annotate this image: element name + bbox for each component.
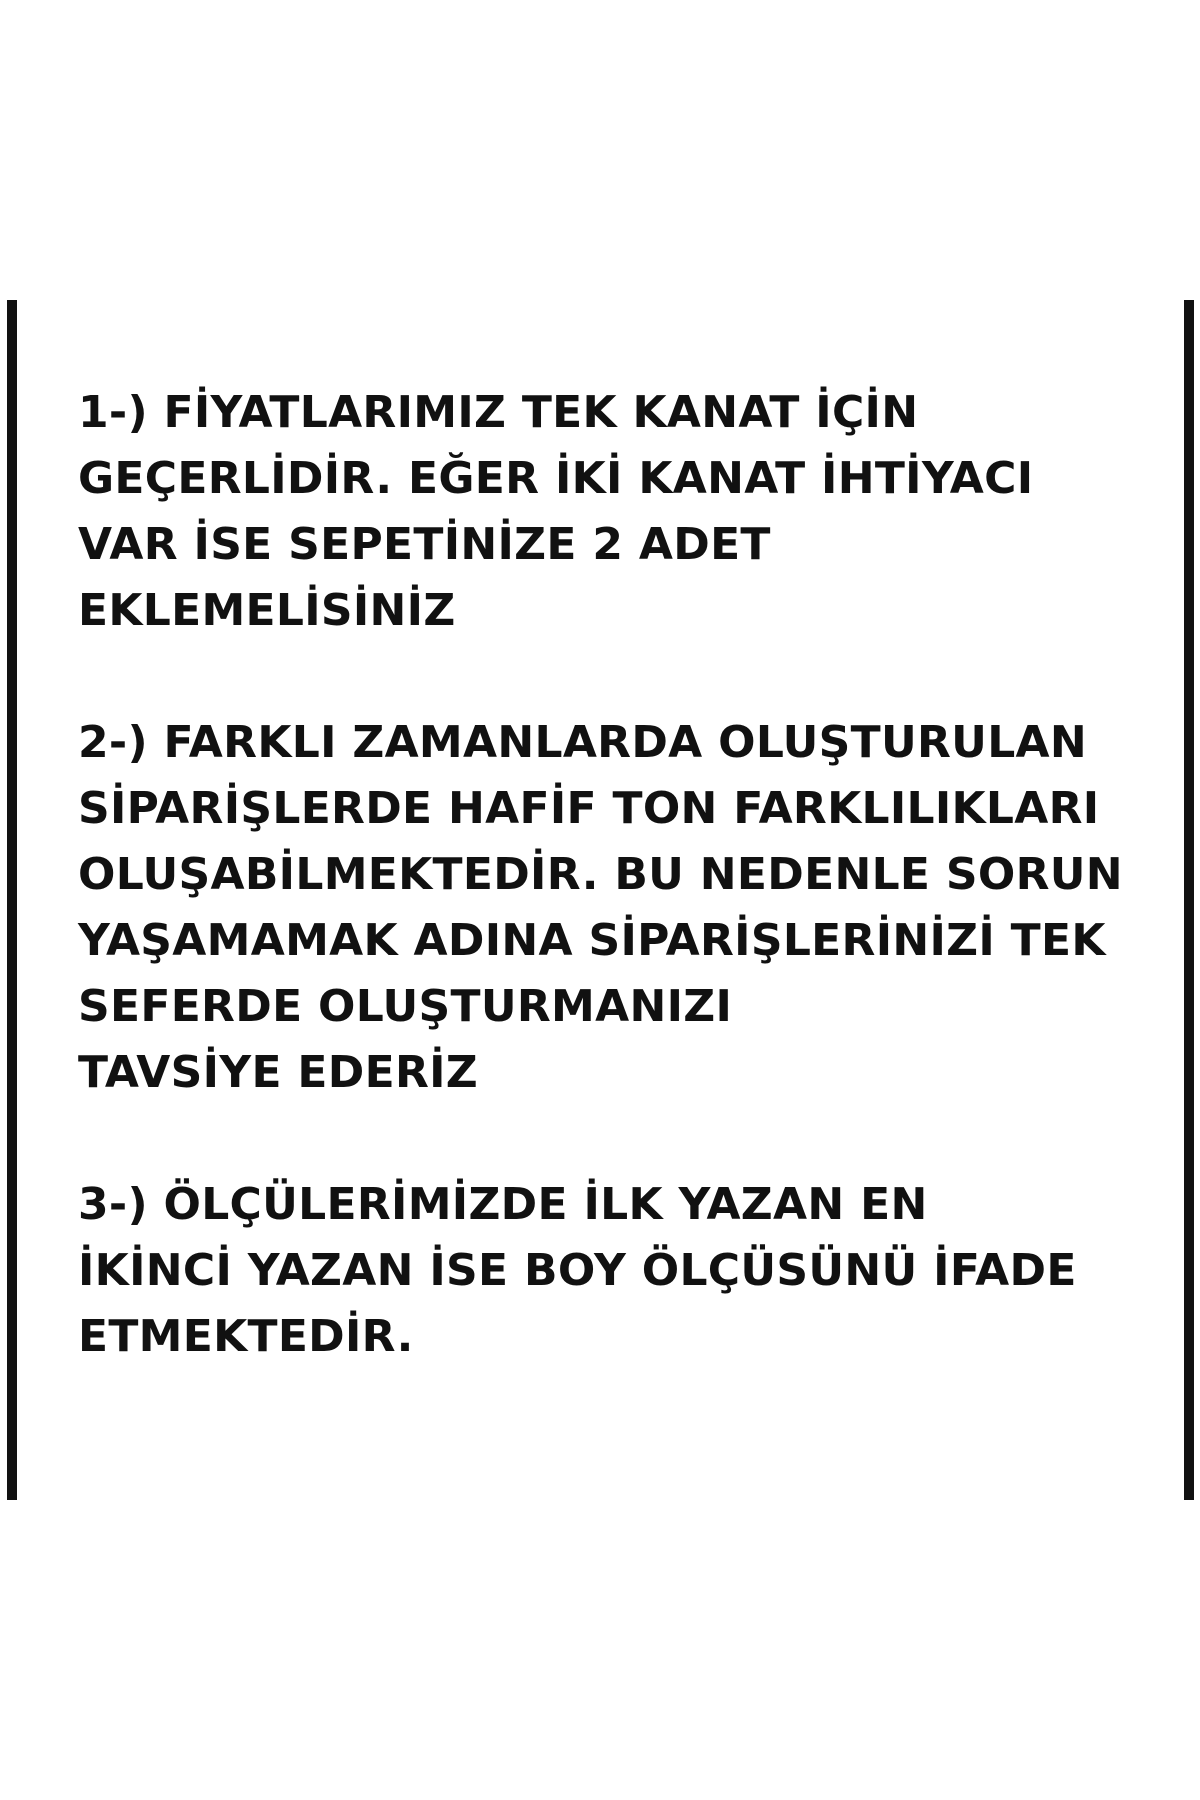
note-line: 3-) ÖLÇÜLERİMİZDE İLK YAZAN EN bbox=[78, 1179, 928, 1230]
note-line: SEFERDE OLUŞTURMANIZI bbox=[78, 981, 733, 1032]
note-line: EKLEMELİSİNİZ bbox=[78, 585, 456, 636]
note-1-single-panel-pricing bbox=[78, 380, 1173, 644]
note-2-color-tone-difference bbox=[78, 710, 1173, 1106]
note-line: 1-) FİYATLARIMIZ TEK KANAT İÇİN bbox=[78, 387, 919, 438]
right-border-line bbox=[1184, 300, 1194, 1500]
note-line: VAR İSE SEPETİNİZE 2 ADET bbox=[78, 519, 771, 570]
note-line: TAVSİYE EDERİZ bbox=[78, 1047, 479, 1098]
note-3-measurement-order bbox=[78, 1172, 1173, 1370]
notes-container bbox=[78, 380, 1173, 1436]
note-line: YAŞAMAMAK ADINA SİPARİŞLERİNİZİ TEK bbox=[78, 915, 1106, 966]
note-line: GEÇERLİDİR. EĞER İKİ KANAT İHTİYACI bbox=[78, 453, 1034, 504]
note-line: İKİNCİ YAZAN İSE BOY ÖLÇÜSÜNÜ İFADE bbox=[78, 1245, 1077, 1296]
note-line: ETMEKTEDİR. bbox=[78, 1311, 414, 1362]
note-line: 2-) FARKLI ZAMANLARDA OLUŞTURULAN bbox=[78, 717, 1088, 768]
note-line: SİPARİŞLERDE HAFİF TON FARKLILIKLARI bbox=[78, 783, 1100, 834]
note-line: OLUŞABİLMEKTEDİR. BU NEDENLE SORUN bbox=[78, 849, 1123, 900]
left-border-line bbox=[7, 300, 17, 1500]
